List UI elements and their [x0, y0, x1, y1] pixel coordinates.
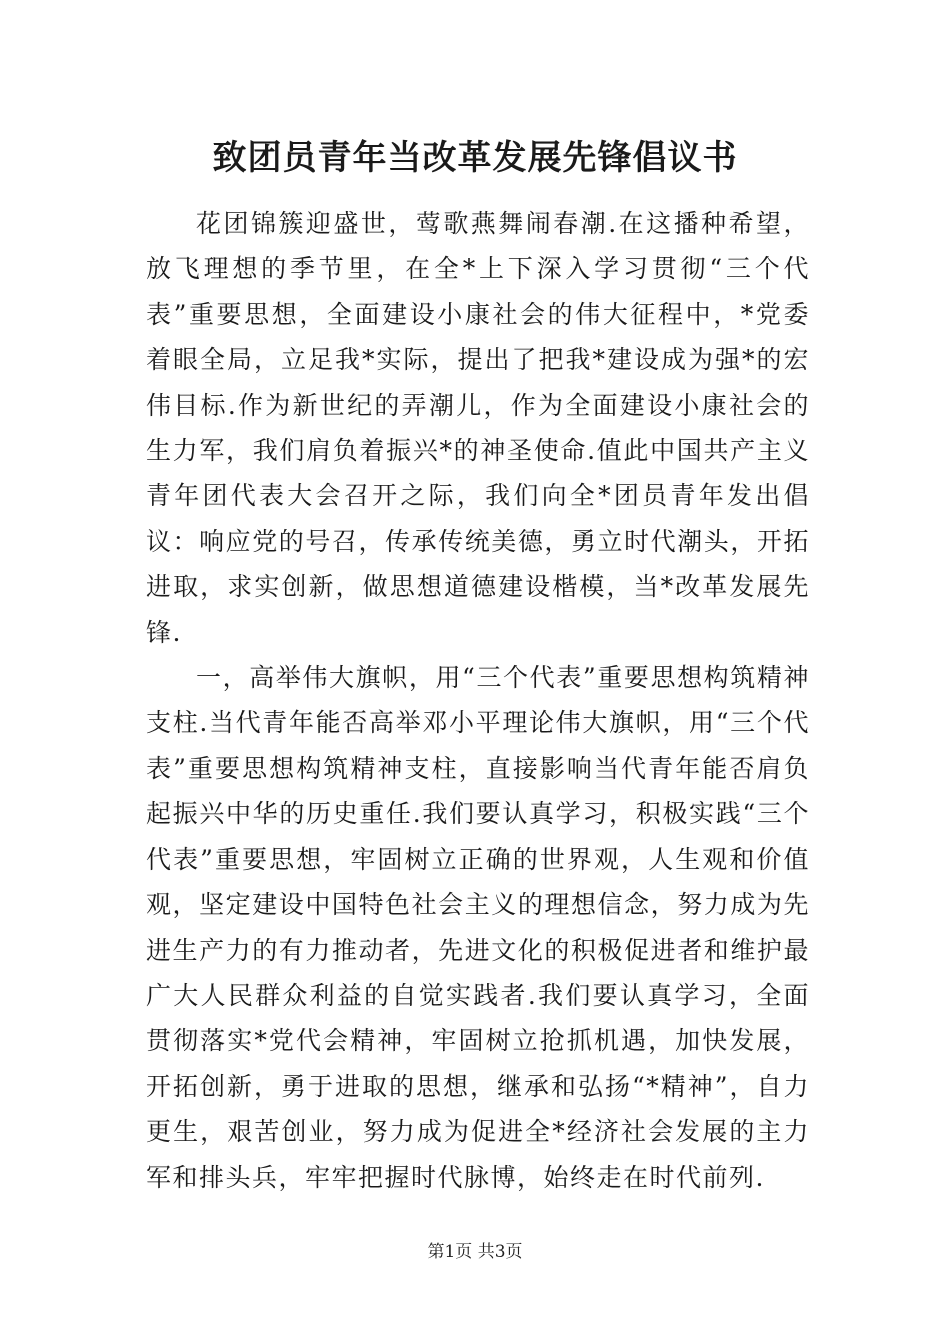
paragraph-section-one: 一，高举伟大旗帜，用“三个代表”重要思想构筑精神支柱.当代青年能否高举邓小平理论伟大旗帜，用“三个代表”重要思想构筑精神支柱，直接影响当代青年能否肩负起振兴中华的历史重任.我们要认真学习，积极实践“三个代表”重要思想，牢固树立正确的世界观，人生观和价值观，坚定建设中国特色社会主义的理想信念，努力成为先进生产力的有力推动者，先进文化的积极促进者和维护最广大人民群众利益的自觉实践者.我们要认真学习，全面贯彻落实*党代会精神，牢固树立抢抓机遇，加快发展，开拓创新，勇于进取的思想，继承和弘扬“*精神”，自力更生，艰苦创业，努力成为促进全*经济社会发展的主力军和排头兵，牢牢把握时代脉博，始终走在时代前列. [146, 663, 810, 1192]
document-title: 致团员青年当改革发展先锋倡议书 [212, 138, 738, 178]
document-body [146, 201, 810, 1200]
page-number-footer: 第1页 共3页 [427, 1242, 523, 1262]
paragraph-intro: 花团锦簇迎盛世，莺歌燕舞闹春潮.在这播种希望，放飞理想的季节里，在全*上下深入学习贯彻“三个代表”重要思想，全面建设小康社会的伟大征程中，*党委着眼全局，立足我*实际，提出了把我*建设成为强*的宏伟目标.作为新世纪的弄潮儿，作为全面建设小康社会的生力军，我们肩负着振兴*的神圣使命.值此中国共产主义青年团代表大会召开之际，我们向全*团员青年发出倡议：响应党的号召，传承传统美德，勇立时代潮头，开拓进取，求实创新，做思想道德建设楷模，当*改革发展先锋. [146, 209, 810, 647]
